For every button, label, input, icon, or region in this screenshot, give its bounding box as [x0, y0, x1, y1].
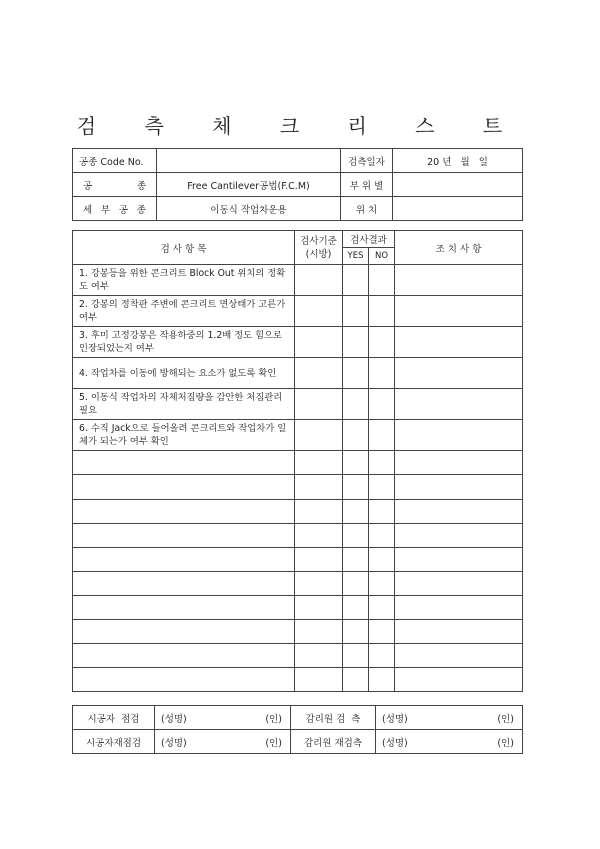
empty-item-cell[interactable] — [73, 547, 295, 571]
empty-item-cell[interactable] — [73, 451, 295, 475]
standard-cell[interactable] — [295, 571, 343, 595]
header-standard: 검사기준 (시방) — [295, 231, 343, 265]
supervisor-check-seal[interactable]: (인) — [436, 706, 523, 730]
standard-cell[interactable] — [295, 327, 343, 358]
yes-cell[interactable] — [343, 547, 369, 571]
standard-cell[interactable] — [295, 523, 343, 547]
yes-cell[interactable] — [343, 475, 369, 499]
standard-cell[interactable] — [295, 667, 343, 691]
no-cell[interactable] — [369, 667, 395, 691]
no-cell[interactable] — [369, 327, 395, 358]
standard-cell[interactable] — [295, 643, 343, 667]
yes-cell[interactable] — [343, 296, 369, 327]
yes-cell[interactable] — [343, 571, 369, 595]
no-cell[interactable] — [369, 523, 395, 547]
no-cell[interactable] — [369, 420, 395, 451]
empty-item-cell[interactable] — [73, 499, 295, 523]
standard-cell[interactable] — [295, 451, 343, 475]
yes-cell[interactable] — [343, 595, 369, 619]
detail-work-label: 세 부 공 종 — [73, 197, 157, 221]
work-code-field[interactable] — [157, 149, 341, 173]
header-inspection-item: 검 사 항 목 — [73, 231, 295, 265]
standard-cell[interactable] — [295, 547, 343, 571]
no-cell[interactable] — [369, 475, 395, 499]
supervisor-recheck-label: 감리원 재검측 — [291, 730, 376, 754]
empty-item-cell[interactable] — [73, 475, 295, 499]
yes-cell[interactable] — [343, 389, 369, 420]
no-cell[interactable] — [369, 571, 395, 595]
standard-cell[interactable] — [295, 265, 343, 296]
action-cell[interactable] — [395, 475, 523, 499]
info-table — [72, 148, 523, 221]
standard-cell[interactable] — [295, 475, 343, 499]
supervisor-recheck-seal[interactable]: (인) — [436, 730, 523, 754]
yes-cell[interactable] — [343, 420, 369, 451]
location-label: 위 치 — [341, 197, 393, 221]
empty-item-cell[interactable] — [73, 523, 295, 547]
action-cell[interactable] — [395, 523, 523, 547]
action-cell[interactable] — [395, 358, 523, 389]
signature-table — [72, 705, 523, 754]
standard-cell[interactable] — [295, 595, 343, 619]
no-cell[interactable] — [369, 389, 395, 420]
yes-cell[interactable] — [343, 265, 369, 296]
standard-cell[interactable] — [295, 358, 343, 389]
checklist-item-4: 4. 작업차를 이동에 방해되는 요소가 없도록 확인 — [73, 358, 295, 389]
work-type-field[interactable]: Free Cantilever공법(F.C.M) — [157, 173, 341, 197]
yes-cell[interactable] — [343, 451, 369, 475]
section-label: 부 위 별 — [341, 173, 393, 197]
standard-cell[interactable] — [295, 619, 343, 643]
checklist-item-6: 6. 수직 Jack으로 들어올려 콘크리트와 작업차가 일체가 되는가 여부 확인 — [73, 420, 295, 451]
yes-cell[interactable] — [343, 499, 369, 523]
empty-item-cell[interactable] — [73, 619, 295, 643]
inspection-date-field[interactable]: 20 년 월 일 — [393, 149, 523, 173]
no-cell[interactable] — [369, 595, 395, 619]
action-cell[interactable] — [395, 296, 523, 327]
checklist-item-3: 3. 후미 고정강봉은 작용하중의 1.2배 정도 힘으로 인장되었는지 여부 — [73, 327, 295, 358]
contractor-recheck-seal[interactable]: (인) — [215, 730, 291, 754]
checklist-table — [72, 230, 523, 692]
standard-cell[interactable] — [295, 420, 343, 451]
empty-item-cell[interactable] — [73, 643, 295, 667]
supervisor-check-name[interactable]: (성명) — [376, 706, 436, 730]
contractor-check-seal[interactable]: (인) — [215, 706, 291, 730]
action-cell[interactable] — [395, 667, 523, 691]
action-cell[interactable] — [395, 595, 523, 619]
standard-cell[interactable] — [295, 499, 343, 523]
location-field[interactable] — [393, 197, 523, 221]
no-cell[interactable] — [369, 451, 395, 475]
no-cell[interactable] — [369, 499, 395, 523]
inspection-date-label: 검측일자 — [341, 149, 393, 173]
contractor-recheck-name[interactable]: (성명) — [155, 730, 215, 754]
action-cell[interactable] — [395, 327, 523, 358]
page-title: 검 측 체 크 리 스 트 — [76, 114, 524, 138]
action-cell[interactable] — [395, 619, 523, 643]
empty-item-cell[interactable] — [73, 595, 295, 619]
action-cell[interactable] — [395, 499, 523, 523]
supervisor-check-label: 감리원 검 측 — [291, 706, 376, 730]
action-cell[interactable] — [395, 643, 523, 667]
empty-item-cell[interactable] — [73, 571, 295, 595]
action-cell[interactable] — [395, 420, 523, 451]
no-cell[interactable] — [369, 358, 395, 389]
supervisor-recheck-name[interactable]: (성명) — [376, 730, 436, 754]
no-cell[interactable] — [369, 265, 395, 296]
work-type-label: 공 종 — [73, 173, 157, 197]
action-cell[interactable] — [395, 571, 523, 595]
action-cell[interactable] — [395, 451, 523, 475]
yes-cell[interactable] — [343, 358, 369, 389]
section-field[interactable] — [393, 173, 523, 197]
no-cell[interactable] — [369, 619, 395, 643]
yes-cell[interactable] — [343, 619, 369, 643]
contractor-check-name[interactable]: (성명) — [155, 706, 215, 730]
action-cell[interactable] — [395, 547, 523, 571]
standard-cell[interactable] — [295, 296, 343, 327]
empty-item-cell[interactable] — [73, 667, 295, 691]
action-cell[interactable] — [395, 265, 523, 296]
action-cell[interactable] — [395, 389, 523, 420]
yes-cell[interactable] — [343, 643, 369, 667]
no-cell[interactable] — [369, 547, 395, 571]
contractor-recheck-label: 시공자재점검 — [73, 730, 155, 754]
no-cell[interactable] — [369, 643, 395, 667]
header-result: 검사결과 — [343, 231, 395, 248]
detail-work-field[interactable]: 이동식 작업차운용 — [157, 197, 341, 221]
yes-cell[interactable] — [343, 327, 369, 358]
standard-cell[interactable] — [295, 389, 343, 420]
header-yes: YES — [343, 248, 369, 265]
checklist-item-2: 2. 강봉의 정착판 주변에 콘크리트 면상태가 고른가 여부 — [73, 296, 295, 327]
yes-cell[interactable] — [343, 667, 369, 691]
checklist-item-5: 5. 이동식 작업차의 자체처짐량을 감안한 처짐관리 필요 — [73, 389, 295, 420]
contractor-check-label: 시공자 점검 — [73, 706, 155, 730]
checklist-item-1: 1. 강봉등을 위한 콘크리트 Block Out 위치의 정확도 여부 — [73, 265, 295, 296]
yes-cell[interactable] — [343, 523, 369, 547]
no-cell[interactable] — [369, 296, 395, 327]
work-code-label: 공종 Code No. — [73, 149, 157, 173]
header-action: 조 치 사 항 — [395, 231, 523, 265]
header-no: NO — [369, 248, 395, 265]
